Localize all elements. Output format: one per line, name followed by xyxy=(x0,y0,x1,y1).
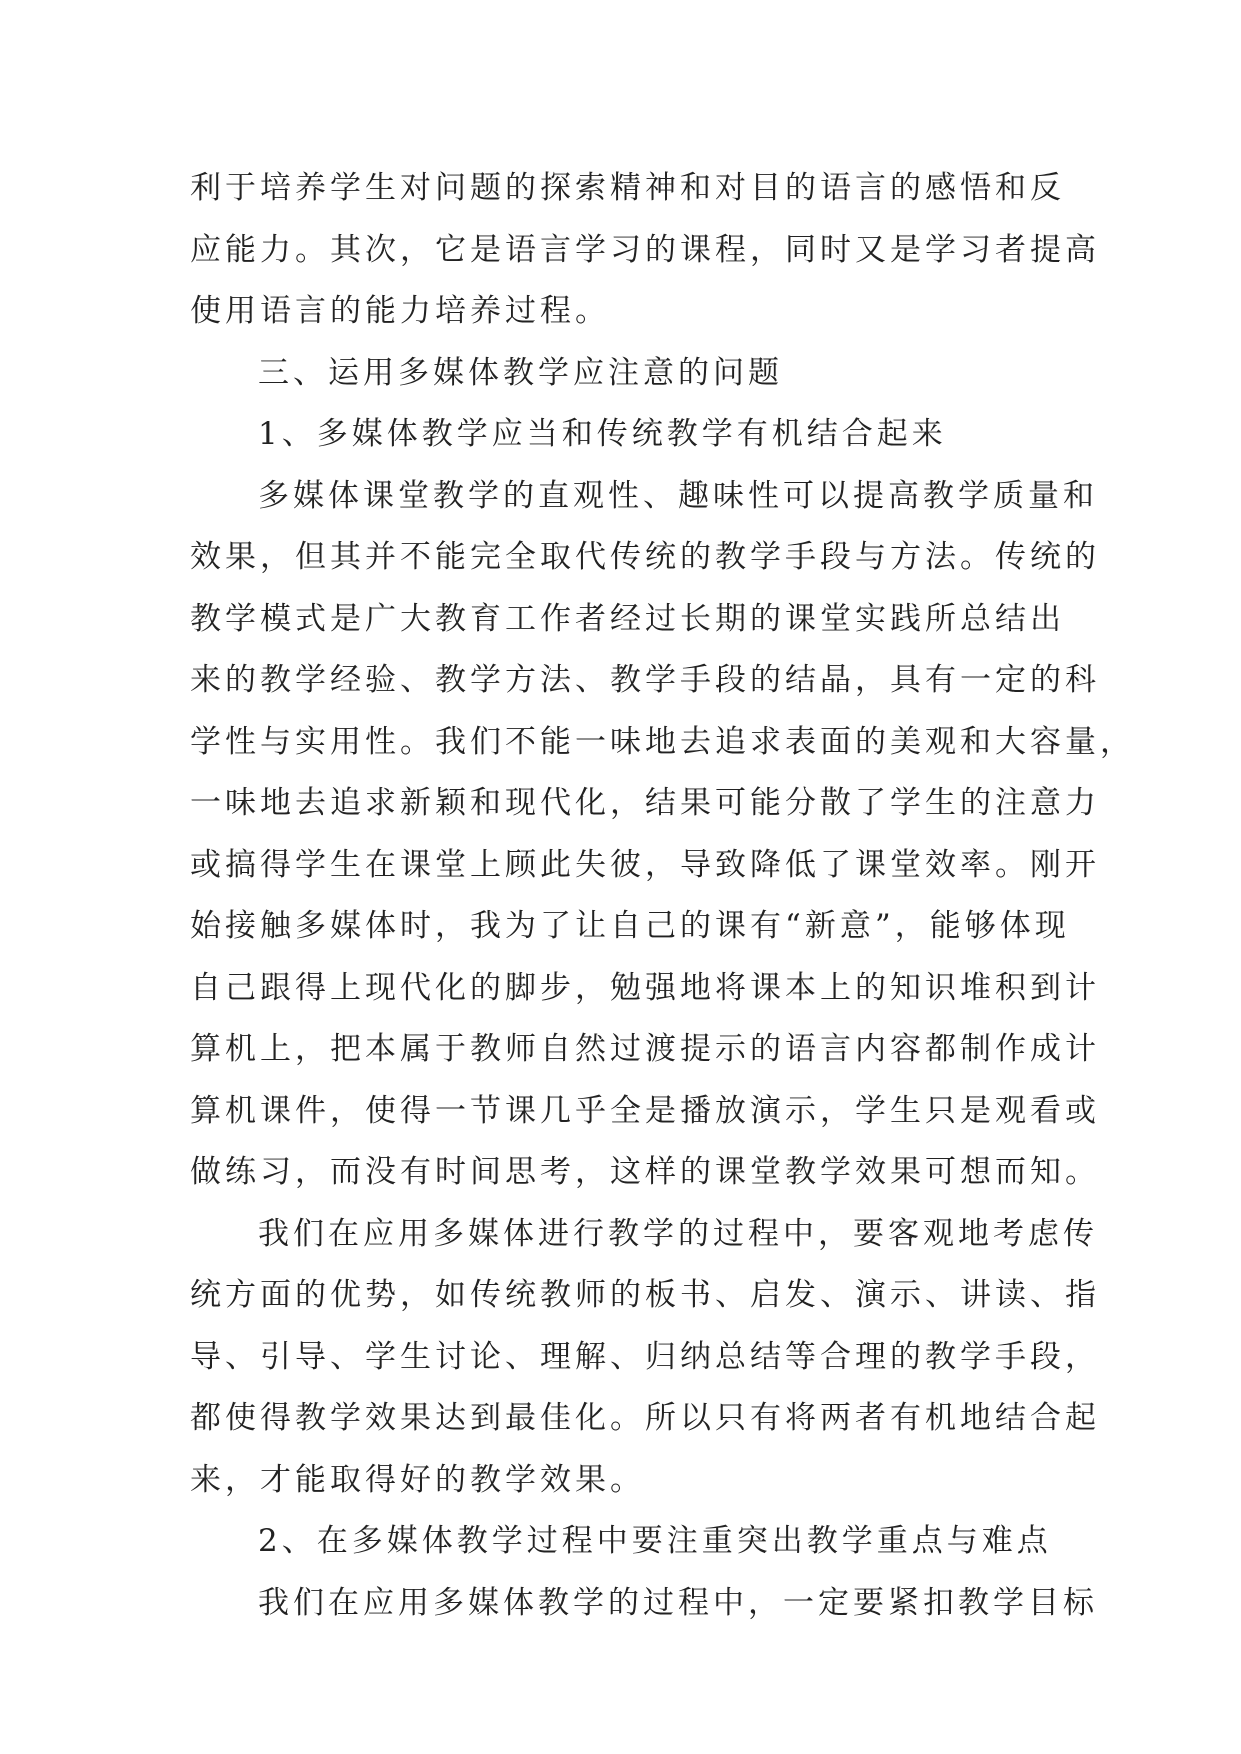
text-line: 学性与实用性。我们不能一味地去追求表面的美观和大容量， xyxy=(190,723,1135,760)
text-line: 来的教学经验、教学方法、教学手段的结晶，具有一定的科 xyxy=(190,662,1100,698)
text-line: 效果，但其并不能完全取代传统的教学手段与方法。传统的 xyxy=(190,539,1100,575)
body-text xyxy=(190,158,1135,1634)
text-line: 多媒体课堂教学的直观性、趣味性可以提高教学质量和 xyxy=(258,477,1098,514)
text-line: 做练习，而没有时间思考，这样的课堂教学效果可想而知。 xyxy=(190,1154,1100,1190)
text-line: 算机课件，使得一节课几乎全是播放演示，学生只是观看或 xyxy=(190,1092,1100,1129)
section-heading: 三、运用多媒体教学应注意的问题 xyxy=(258,354,783,391)
text-line: 统方面的优势，如传统教师的板书、启发、演示、讲读、指 xyxy=(190,1277,1100,1313)
text-line: 我们在应用多媒体进行教学的过程中，要客观地考虑传 xyxy=(258,1215,1098,1252)
subsection-heading: 1、多媒体教学应当和传统教学有机结合起来 xyxy=(258,416,947,452)
text-line: 自己跟得上现代化的脚步，勉强地将课本上的知识堆积到计 xyxy=(190,969,1100,1006)
text-line: 算机上，把本属于教师自然过渡提示的语言内容都制作成计 xyxy=(190,1031,1100,1067)
text-line: 来，才能取得好的教学效果。 xyxy=(190,1461,645,1498)
subsection-heading: 2、在多媒体教学过程中要注重突出教学重点与难点 xyxy=(258,1523,1052,1559)
text-line: 始接触多媒体时，我为了让自己的课有“新意”，能够体现 xyxy=(190,908,1070,944)
text-line: 我们在应用多媒体教学的过程中，一定要紧扣教学目标 xyxy=(258,1584,1098,1621)
text-line: 教学模式是广大教育工作者经过长期的课堂实践所总结出 xyxy=(190,600,1065,637)
text-line: 应能力。其次，它是语言学习的课程，同时又是学习者提高 xyxy=(190,231,1100,268)
text-line: 利于培养学生对问题的探索精神和对目的语言的感悟和反 xyxy=(190,170,1065,206)
text-line: 使用语言的能力培养过程。 xyxy=(190,293,610,329)
text-line: 都使得教学效果达到最佳化。所以只有将两者有机地结合起 xyxy=(190,1400,1100,1436)
text-line: 导、引导、学生讨论、理解、归纳总结等合理的教学手段， xyxy=(190,1338,1100,1375)
text-line: 或搞得学生在课堂上顾此失彼，导致降低了课堂效率。刚开 xyxy=(190,846,1100,883)
text-line: 一味地去追求新颖和现代化，结果可能分散了学生的注意力 xyxy=(190,785,1100,821)
